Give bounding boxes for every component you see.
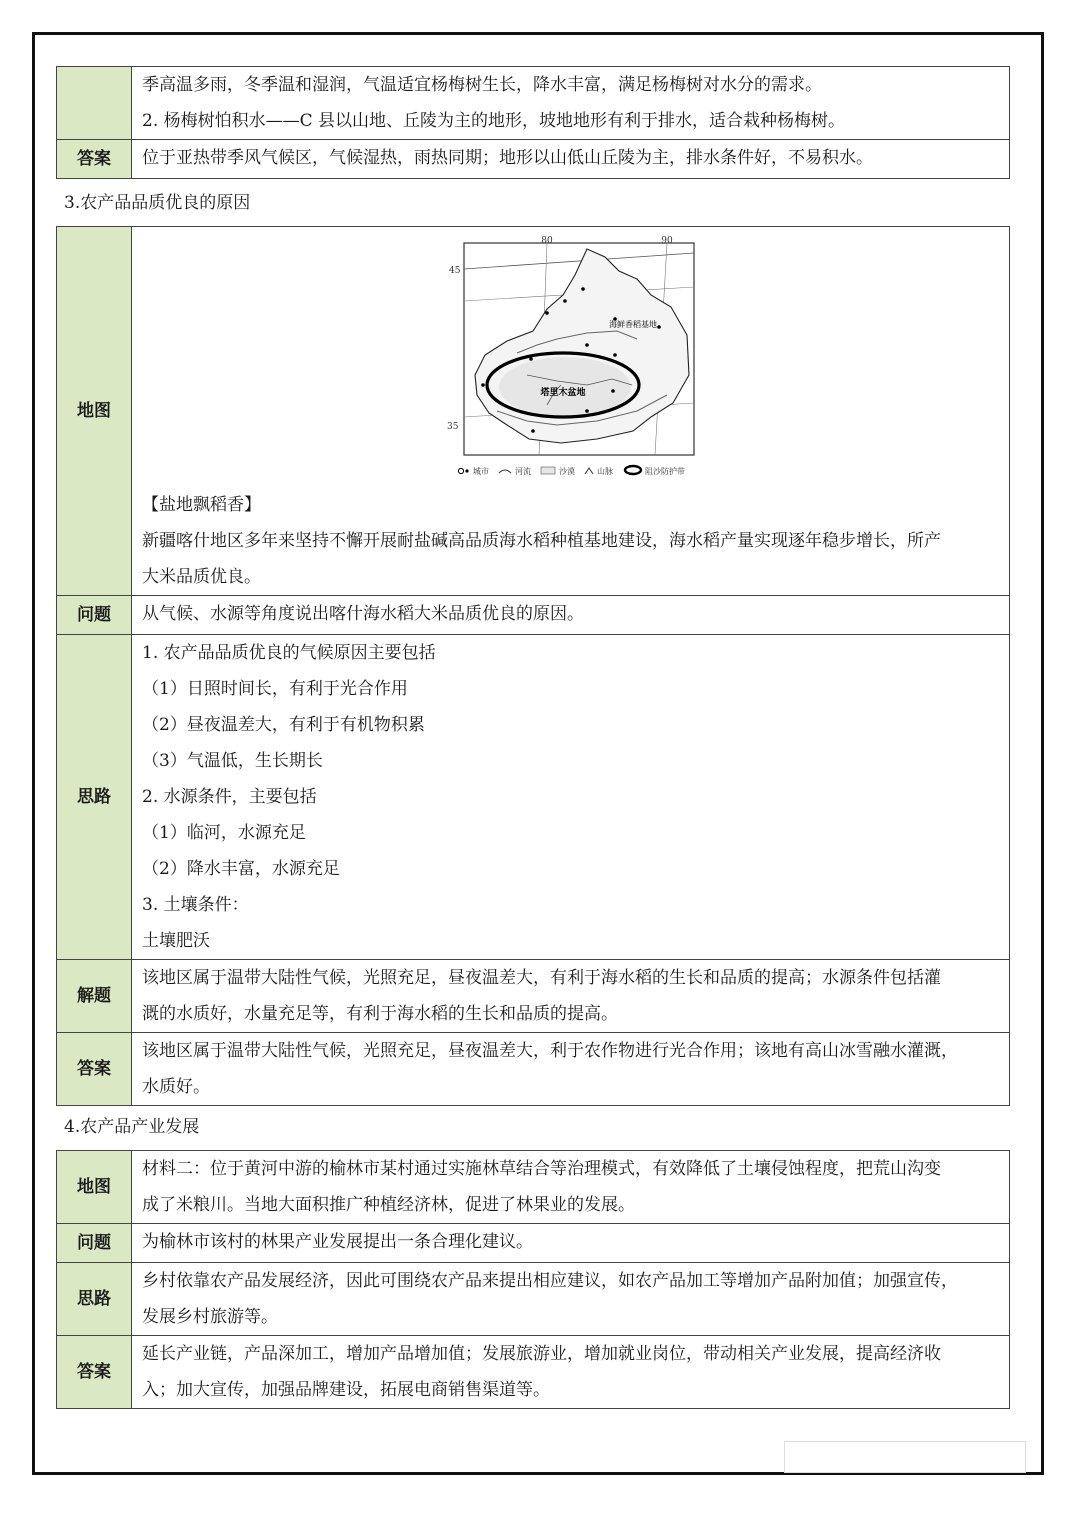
- legend-desert: 沙漠: [558, 467, 575, 476]
- text-line: 材料二：位于黄河中游的榆林市某村通过实施林草结合等治理模式，有效降低了土壤侵蚀程度，把荒山沟变: [142, 1159, 941, 1179]
- text-line: （1）日照时间长，有利于光合作用: [142, 679, 408, 699]
- text-line: （2）降水丰富，水源充足: [142, 859, 340, 879]
- text-line: 发展乡村旅游等。: [142, 1307, 278, 1327]
- row-label: 答案: [57, 1033, 132, 1106]
- base-label: 海鲜香稻基地: [608, 320, 657, 329]
- text-line: 该地区属于温带大陆性气候，光照充足，昼夜温差大，有利于海水稻的生长和品质的提高；水源条件包括灌: [142, 968, 941, 988]
- row-label: 思路: [57, 635, 132, 960]
- table-row: [57, 1033, 1010, 1106]
- text-line: 3. 土壤条件：: [142, 895, 249, 915]
- lat-label: 35: [446, 422, 458, 432]
- row-content: [132, 960, 1010, 1033]
- table-row: [57, 1151, 1010, 1224]
- lon-label: 90: [660, 236, 673, 246]
- text-line: 大米品质优良。: [142, 567, 261, 587]
- text-line: 乡村依靠农产品发展经济，因此可围绕农产品来提出相应建议，如农产品加工等增加产品附加值；加强宣传，: [142, 1271, 958, 1291]
- xinjiang-map: [437, 235, 707, 479]
- table-row: [57, 140, 1010, 179]
- map-figure: [142, 227, 1001, 487]
- text-line: 溉的水质好，水量充足等，有利于海水稻的生长和品质的提高。: [142, 1004, 618, 1024]
- lon-label: 80: [540, 236, 553, 246]
- table-row: [57, 227, 1010, 596]
- table-2: [56, 226, 1010, 1106]
- text-line: 【盐地飘稻香】: [142, 495, 261, 515]
- legend-belt: 阻沙防护带: [644, 467, 685, 476]
- section-3-heading: 3.农产品品质优良的原因: [64, 193, 251, 213]
- row-content: [132, 1151, 1010, 1224]
- row-content: [132, 635, 1010, 960]
- basin-label: 塔里木盆地: [539, 388, 586, 398]
- table-3: [56, 1150, 1010, 1409]
- row-content: [132, 1224, 1010, 1263]
- text-line: 成了米粮川。当地大面积推广种植经济林，促进了林果业的发展。: [142, 1195, 635, 1215]
- text-line: 为榆林市该村的林果产业发展提出一条合理化建议。: [142, 1232, 533, 1252]
- row-label: 地图: [57, 227, 132, 596]
- text-line: 该地区属于温带大陆性气候，光照充足，昼夜温差大，利于农作物进行光合作用；该地有高山冰雪融水灌溉，: [142, 1041, 958, 1061]
- text-line: 新疆喀什地区多年来坚持不懈开展耐盐碱高品质海水稻种植基地建设，海水稻产量实现逐年稳步增长，所产: [142, 531, 941, 551]
- row-label: [57, 67, 132, 140]
- section-4-heading: 4.农产品产业发展: [64, 1117, 200, 1137]
- page-number-box: [784, 1441, 1026, 1473]
- text-line: 水质好。: [142, 1077, 210, 1097]
- row-content: [132, 1263, 1010, 1336]
- row-label: 问题: [57, 596, 132, 635]
- text-line: 入；加大宣传，加强品牌建设，拓展电商销售渠道等。: [142, 1380, 550, 1400]
- text-line: 土壤肥沃: [142, 931, 210, 951]
- legend-mountain: 山脉: [596, 467, 613, 476]
- row-label: 答案: [57, 140, 132, 179]
- text-line: （3）气温低，生长期长: [142, 751, 323, 771]
- table-1: [56, 66, 1010, 179]
- row-label: 解题: [57, 960, 132, 1033]
- table-row: [57, 1336, 1010, 1409]
- row-content: [132, 227, 1010, 596]
- row-label: 地图: [57, 1151, 132, 1224]
- row-content: [132, 140, 1010, 179]
- row-content: [132, 1336, 1010, 1409]
- table-row: [57, 596, 1010, 635]
- table-row: [57, 1224, 1010, 1263]
- text-line: 1. 农产品品质优良的气候原因主要包括: [142, 643, 436, 663]
- row-content: [132, 596, 1010, 635]
- text-line: 2. 杨梅树怕积水——C 县以山地、丘陵为主的地形，坡地地形有利于排水，适合栽种杨梅树。: [142, 111, 846, 131]
- table-row: [57, 1263, 1010, 1336]
- row-label: 答案: [57, 1336, 132, 1409]
- legend-city: 城市: [472, 467, 489, 476]
- text-line: 延长产业链，产品深加工，增加产品增加值；发展旅游业，增加就业岗位，带动相关产业发展，提高经济收: [142, 1344, 941, 1364]
- text-line: （1）临河，水源充足: [142, 823, 306, 843]
- table-row: [57, 635, 1010, 960]
- table-row: [57, 960, 1010, 1033]
- row-content: [132, 1033, 1010, 1106]
- row-label: 思路: [57, 1263, 132, 1336]
- row-label: 问题: [57, 1224, 132, 1263]
- legend-river: 河流: [514, 467, 531, 476]
- text-line: 位于亚热带季风气候区，气候湿热，雨热同期；地形以山低山丘陵为主，排水条件好，不易积水。: [142, 148, 873, 168]
- text-line: 季高温多雨，冬季温和湿润，气温适宜杨梅树生长，降水丰富，满足杨梅树对水分的需求。: [142, 75, 822, 95]
- lat-label: 45: [448, 266, 460, 276]
- text-line: 从气候、水源等角度说出喀什海水稻大米品质优良的原因。: [142, 604, 584, 624]
- text-line: （2）昼夜温差大，有利于有机物积累: [142, 715, 425, 735]
- text-line: 2. 水源条件，主要包括: [142, 787, 317, 807]
- table-row: [57, 67, 1010, 140]
- row-content: [132, 67, 1010, 140]
